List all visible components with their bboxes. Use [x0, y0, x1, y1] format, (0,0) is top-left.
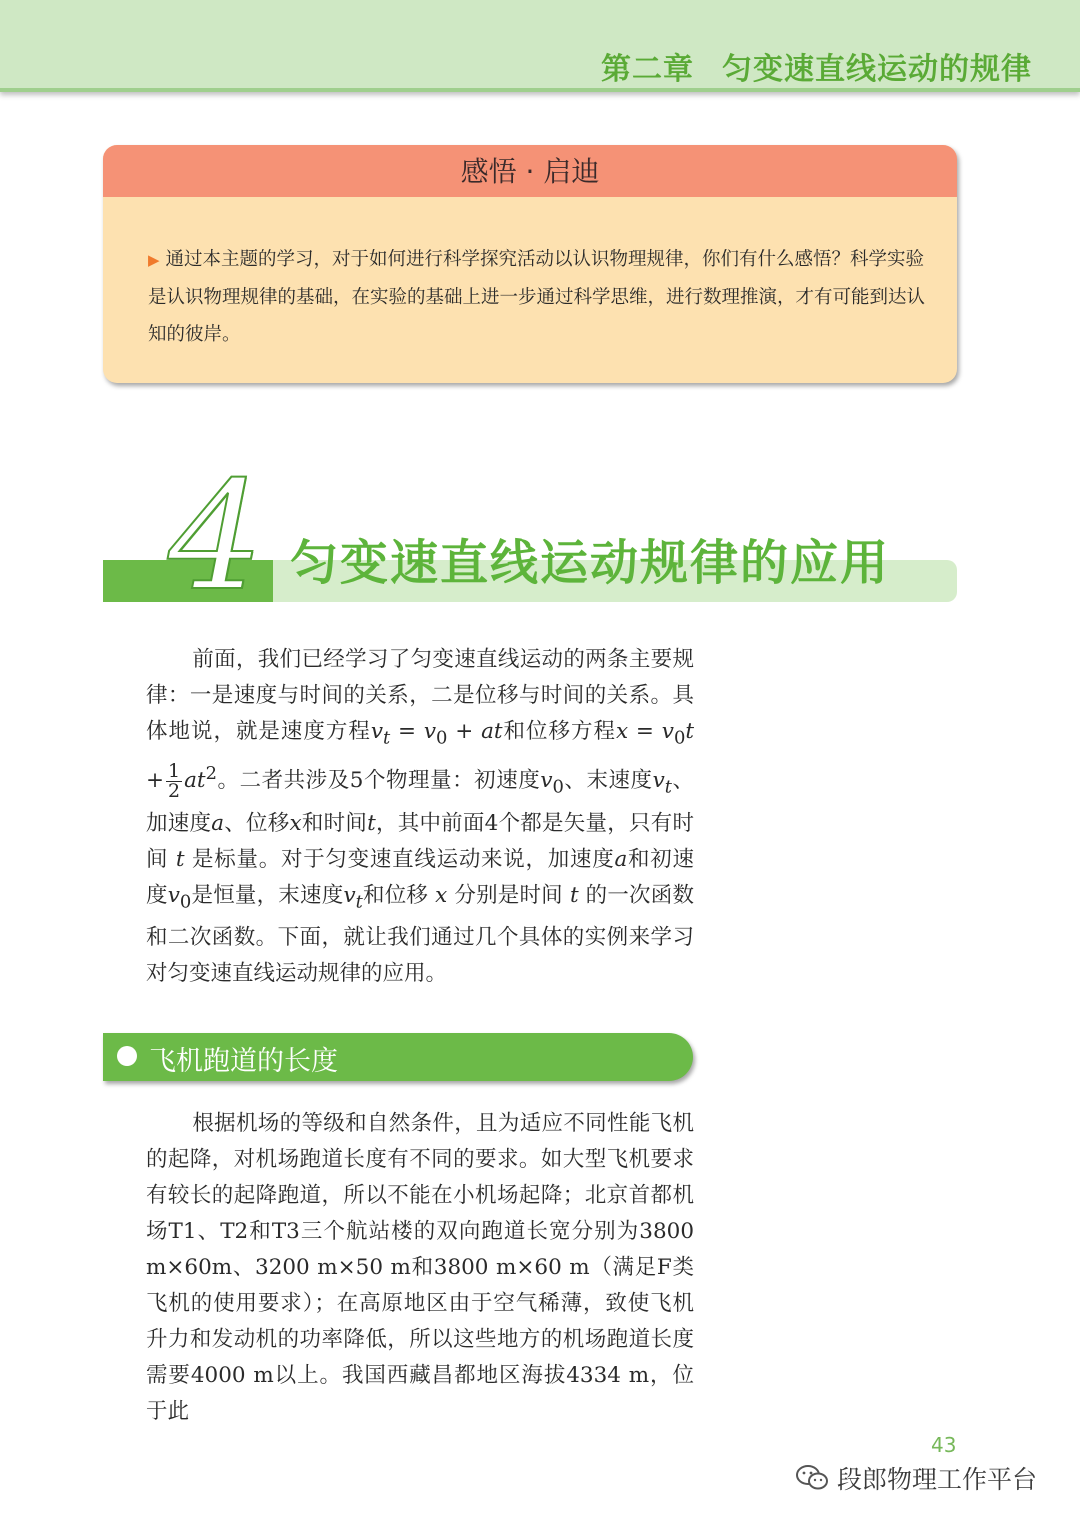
section-number: 4: [168, 450, 264, 624]
insight-box: [103, 145, 957, 383]
intro-paragraph: 前面，我们已经学习了匀变速直线运动的两条主要规律：一是速度与时间的关系，二是位移与时间的关系。具体地说，就是速度方程$v_t = v_0$ + at和位移方程$x = v_0t$ + $\frac{1}{2}$ $at^2$。二者共涉及5个物理量：初速度$v_0$、末速度$v_t$、加速度a、位移x和时间t，其中前面4个都是矢量，只有时间 t 是标量。对于匀变速直线运动来说，加速度a和初速度$v_0$是恒量，末速度$v_t$和位移 x 分别是时间 t 的一次函数和二次函数。下面，就让我们通过几个具体的实例来学习对匀变速直线运动规律的应用。: [146, 647, 694, 987]
section-title: 匀变速直线运动规律的应用: [290, 535, 891, 591]
chapter-number: 第二章: [601, 52, 694, 87]
subsection-bar: [103, 1033, 693, 1081]
bullet-dot-icon: [117, 1046, 137, 1066]
runway-text: 根据机场的等级和自然条件，且为适应不同性能飞机的起降，对机场跑道长度有不同的要求。如大型飞机要求有较长的起降跑道，所以不能在小机场起降；北京首都机场T1、T2和T3三个航站楼的双向跑道长宽分别为3800 m×60m、3200 m×50 m和3800 m×60 m（满足F类飞机的使用要求）；在高原地区由于空气稀薄，致使飞机升力和发动机的功率降低，所以这些地方的机场跑道长度需要4000 m以上。我国西藏昌都地区海拔4334 m，位于此: [146, 1111, 694, 1424]
insight-title: 感悟 · 启迪: [103, 145, 957, 197]
header-band: [0, 0, 1080, 92]
wechat-icon: [795, 1464, 829, 1492]
chapter-title: 匀变速直线运动的规律: [722, 52, 1032, 87]
insight-text: [148, 241, 928, 353]
watermark: [795, 1460, 1037, 1496]
runway-paragraph: [146, 1106, 694, 1430]
page-number: 43: [931, 1433, 957, 1457]
watermark-text: 段郎物理工作平台: [837, 1465, 1038, 1494]
insight-paragraph: 通过本主题的学习，对于如何进行科学探究活动以认识物理规律，你们有什么感悟？科学实验是认识物理规律的基础，在实验的基础上进一步通过科学思维，进行数理推演，才有可能到达认知的彼岸。: [148, 249, 926, 345]
subsection-title: 飞机跑道的长度: [149, 1046, 338, 1077]
fraction-one-half: $\frac{1}{2}$: [168, 759, 181, 802]
chapter-header: [601, 44, 1032, 88]
triangle-bullet-icon: ▶: [148, 251, 160, 269]
